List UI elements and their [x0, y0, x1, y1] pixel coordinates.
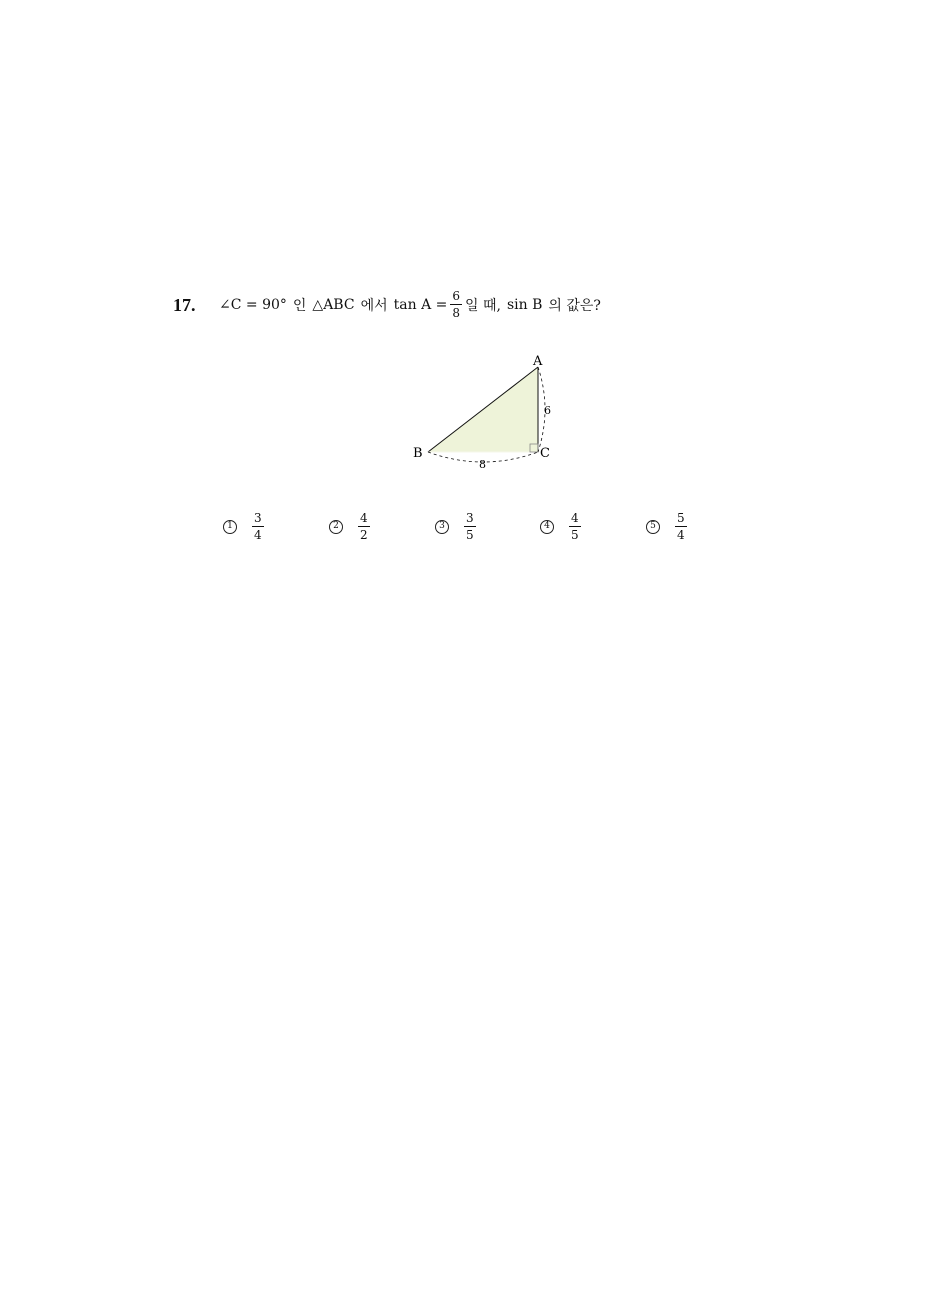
triangle-figure [400, 345, 570, 475]
side-bc-label: 8 [479, 458, 486, 471]
triangle-diagram [400, 345, 570, 475]
vertex-a-label: A [533, 354, 543, 369]
choice-1-mark: 1 [223, 520, 237, 534]
choice-1[interactable] [223, 512, 267, 541]
tan-denominator: 8 [452, 306, 460, 320]
vertex-b-label: B [413, 446, 423, 461]
sin-expression: sin B [506, 296, 543, 313]
choice-4[interactable] [540, 512, 584, 541]
particle-eseo: 에서 [360, 297, 388, 314]
choice-4-numerator: 4 [571, 511, 579, 525]
question-stem [219, 290, 601, 319]
choice-3-fraction [464, 512, 476, 541]
choice-4-fraction [569, 512, 581, 541]
choice-5-mark: 5 [646, 520, 660, 534]
choice-2-denominator: 2 [360, 528, 368, 542]
choice-4-mark: 4 [540, 520, 554, 534]
angle-condition: ∠C = 90° [219, 296, 287, 313]
choice-3-mark: 3 [435, 520, 449, 534]
choice-4-denominator: 5 [571, 528, 579, 542]
side-ac-label: 6 [544, 404, 551, 417]
problem-number: 17. [173, 295, 196, 315]
choice-5-fraction [675, 512, 687, 541]
vertex-c-label: C [540, 446, 550, 461]
choice-5-denominator: 4 [677, 528, 685, 542]
particle-in: 인 [292, 297, 307, 314]
choice-3-denominator: 5 [466, 528, 474, 542]
choice-2-fraction [358, 512, 370, 541]
choice-3-numerator: 3 [466, 511, 474, 525]
choice-1-fraction [252, 512, 264, 541]
tan-expression: tan A = [393, 296, 448, 313]
tan-fraction [450, 290, 462, 319]
choice-2[interactable] [329, 512, 373, 541]
tan-numerator: 6 [452, 289, 460, 303]
choice-3[interactable] [435, 512, 479, 541]
triangle-name: △ABC [312, 296, 355, 313]
choice-2-mark: 2 [329, 520, 343, 534]
choice-5-numerator: 5 [677, 511, 685, 525]
question-ask: 의 값은? [548, 297, 601, 314]
answer-choices [223, 512, 743, 548]
choice-2-numerator: 4 [360, 511, 368, 525]
choice-1-numerator: 3 [254, 511, 262, 525]
when-clause: 일 때, [465, 297, 501, 314]
choice-5[interactable] [646, 512, 690, 541]
choice-1-denominator: 4 [254, 528, 262, 542]
